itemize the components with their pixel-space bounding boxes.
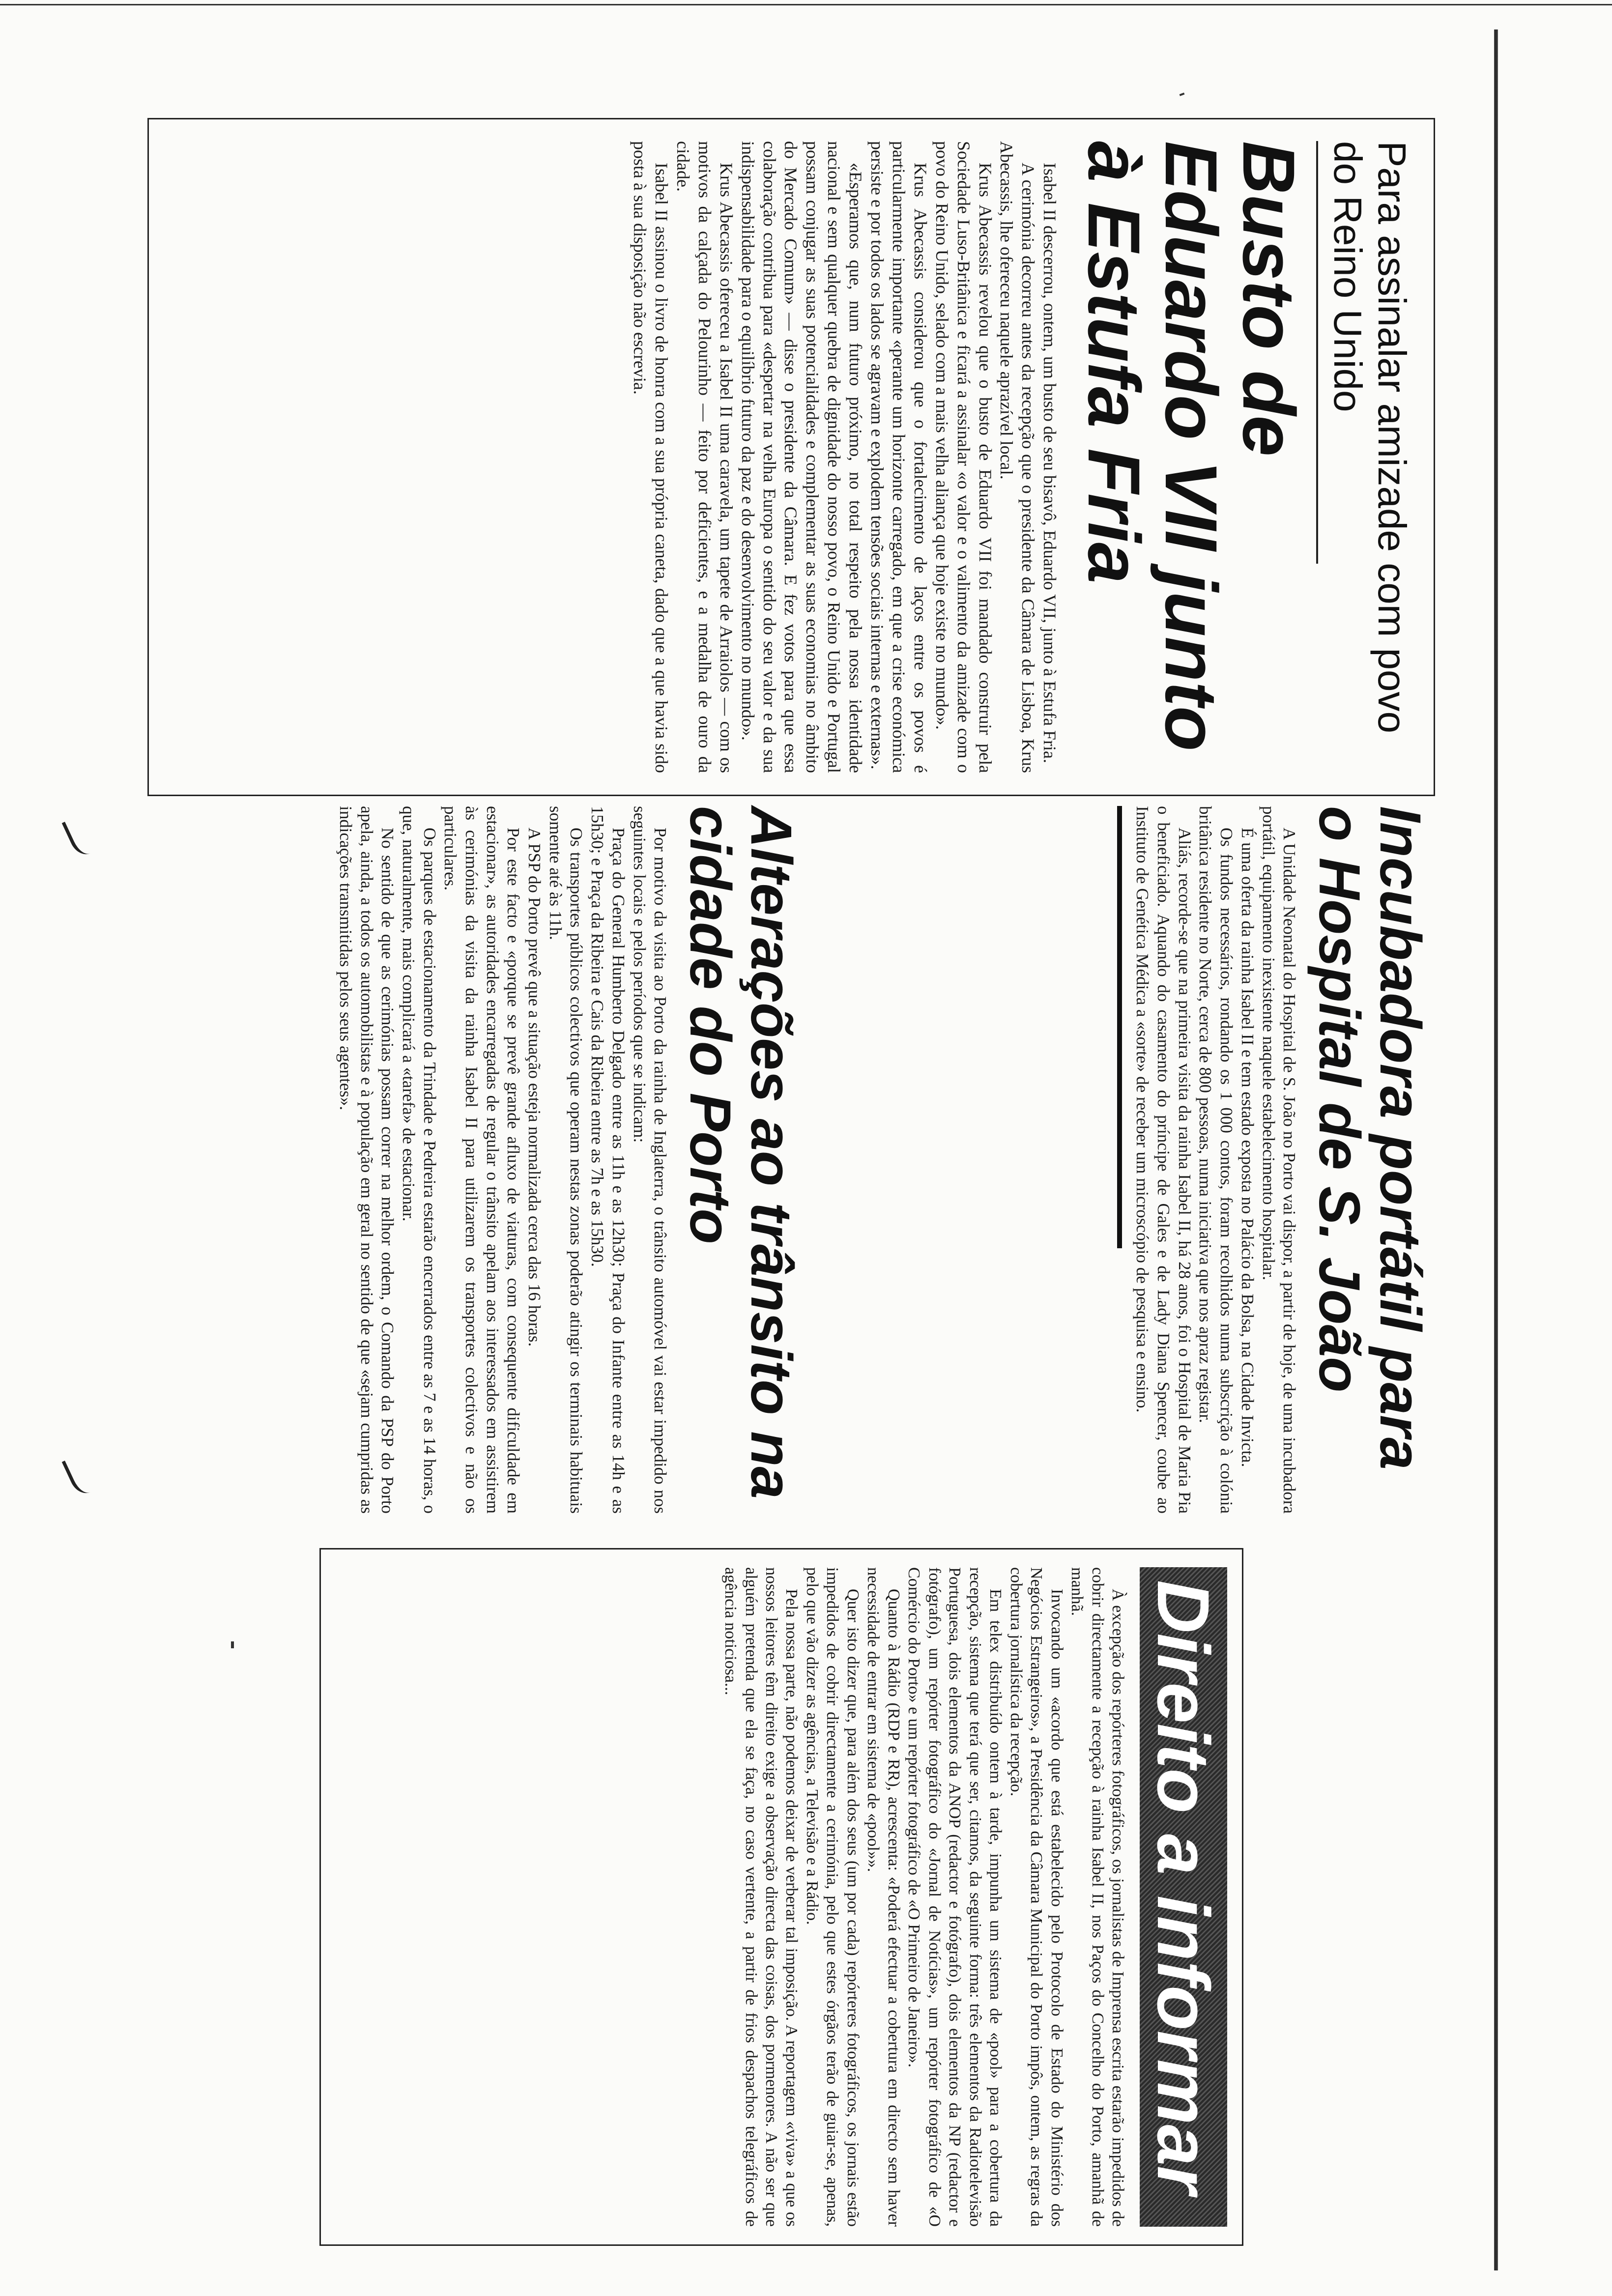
transito-body [335, 806, 670, 1514]
binder-hole-mark [62, 812, 102, 859]
scan-speck [231, 1641, 234, 1648]
busto-paragraph: Isabel II descerrou, ontem, um busto de seu bisavô, Eduardo VII, junto à Estufa Fria. [1040, 163, 1060, 764]
incubadora-paragraph: Aliás, recorde-se que na primeira visita da rainha Isabel II, há 28 anos, foi o Hospital de Maria Pia o beneficiado. Aquando do casamento do príncipe de Gales e de Lady Diana Spencer, coube ao Instituto de Genética Médica a «sorte» de receber um microscópio de pesquisa e ensino. [1133, 806, 1194, 1514]
transito-paragraph: Os transportes públicos colectivos que operam nestas zonas poderão atingir os terminais habituais somente até às 11h. [546, 806, 586, 1514]
transito-paragraph: Por este facto e «porque se prevê grande afluxo de viaturas, com consequente dificuldade em estacionar», as autoridades encarregadas de regular o trânsito apelam aos interessados em assistirem às cerimónias da visita da rainha Isabel II para utilizarem os transportes colectivos e não os particulares. [441, 806, 523, 1514]
busto-paragraph: «Esperamos que, num futuro próximo, no total respeito pela nossa identidade nacional e sem qualquer quebra de dignidade do nosso povo, o Reino Unido e Portugal possam conjugar as suas potencialidades e complementar as suas economias no âmbito do Mercado Comum» — disse o presidente da Câmara. E fez votos para que essa colaboração contribua para «despertar na velha Europa o sentido do seu valor e da sua indispensabilidade para o equilíbrio futuro da paz e do desenvolvimento no mundo». [738, 141, 866, 773]
article-group-porto [157, 796, 1435, 1523]
busto-paragraph: Isabel II assinou o livro de honra com a sua própria caneta, dado que a que havia sido posta à sua disposição não escrevia. [630, 141, 671, 773]
transito-headline: Alterações ao trânsito na cidade do Porto [678, 806, 804, 1499]
direito-paragraph: Quanto à Rádio (RDP e RR), acrescenta: «Poderá efectuar a cobertura em directo sem haver necessidade de entrar em sistema de «pool»». [864, 1567, 903, 2227]
incubadora-paragraph: É uma oferta da rainha Isabel II e tem estado exposta no Palácio da Bolsa, na Cidade Invicta. [1238, 828, 1257, 1467]
binder-hole-mark [62, 1451, 102, 1498]
incubadora-paragraph: Os fundos necessários, rondando os 1 000 contos, foram recolhidos numa subscrição à colónia britânica residente no Norte, cerca de 800 pessoas, numa iniciativa que nos apraz registar. [1196, 806, 1237, 1514]
article-busto [147, 118, 1435, 796]
busto-paragraph: Krus Abecassis ofereceu a Isabel II uma caravela, um tapete de Arraiolos — com os motivos da calçada do Pelourinho — feito por deficientes, e a medalha de ouro da cidade. [673, 141, 736, 773]
article-transito [167, 796, 806, 1523]
direito-paragraph: Quer isto dizer que, para além dos seus (um por cada) repórteres fotográficos, os jornais estão impedidos de cobrir directamente a cerimónia, pelo que estes órgãos terão de guiar-se, apenas, pelo que vão dizer as agências, a Televisão e a Rádio. [803, 1567, 862, 2227]
busto-paragraph: A cerimónia decorreu antes da recepção que o presidente da Câmara de Lisboa, Krus Abecassis, lhe ofereceu naquele aprazível local. [997, 141, 1038, 773]
direito-paragraph: Em telex distribuído ontem à tarde, impunha um sistema de «pool» para a cobertura da recepção, sistema que terá que ser, citamos, da seguinte forma: três elementos da Radiotelevisão Portuguesa, dois elementos da ANOP (redactor e fotógrafo), dois elementos da NP (redactor e fotógrafo), um repórter fotográfico do «Jornal de Notícias», um repórter fotográfico de «O Comércio do Porto» e um repórter fotográfico de «O Primeiro de Janeiro». [905, 1567, 1005, 2227]
busto-body [629, 141, 1060, 773]
transito-paragraph: A PSP do Porto prevê que a situação esteja normalizada cerca das 16 horas. [525, 828, 545, 1347]
section-rule [1117, 806, 1122, 1248]
article-direito [319, 1548, 1243, 2246]
scan-speck [1180, 92, 1185, 96]
direito-paragraph: À excepção dos repórteres fotográficos, os jornalistas de Imprensa escrita estarão impedidos de cobrir directamente a recepção à rainha Isabel II, nos Paços do Concelho do Porto, amanhã de manhã. [1068, 1567, 1127, 2227]
article-incubadora [816, 796, 1435, 1523]
incubadora-paragraph: A Unidade Neonatal do Hospital de S. João no Porto vai dispor, a partir de hoje, de uma incubadora portátil, equipamento inexistente naquele estabelecimento hospitalar. [1259, 806, 1299, 1514]
incubadora-body [1132, 806, 1300, 1514]
busto-paragraph: Krus Abecassis considerou que o fortalecimento de laços entre os povos é particularmente importante «perante um horizonte carregado, em que a crise económica persiste e por todos os lados se agravam e explodem tensões sociais internas e externas». [867, 141, 930, 773]
busto-kicker: Para assinalar amizade com povo do Reino Unido [1326, 141, 1414, 734]
kicker-underline [1316, 141, 1318, 564]
incubadora-headline: Incubadora portátil para o Hospital de S. João [1307, 806, 1433, 1470]
transito-paragraph: Por motivo da visita ao Porto da rainha de Inglaterra, o trânsito automóvel vai estar impedido nos seguintes locais e pelos períodos que se indicam: [630, 806, 670, 1514]
transito-paragraph: No sentido de que as cerimónias possam correr na melhor ordem, o Comando da PSP do Porto apela, ainda, a todos os automobilistas e à população em geral no sentido de que «sejam cumpridas as indicações transmitidas pelos seus agentes». [336, 806, 398, 1514]
direito-headline: Direito a informar [1140, 1567, 1227, 2227]
transito-paragraph: Praça do General Humberto Delgado entre as 11h e as 12h30; Praça do Infante entre as 14h e as 15h30; e Praça da Ribeira e Cais da Ribeira entre as 7h e as 15h30. [588, 806, 628, 1514]
busto-headline: Busto de Eduardo VII junto à Estufa Fria [1072, 141, 1310, 751]
direito-paragraph: Pela nossa parte, não podemos deixar de verberar tal imposição. A reportagem «viva» a que os nossos leitores têm direito exige a observação directa das coisas, dos pormenores. A não ser que alguém pretenda que ela se faça, no caso vertente, a partir de frios despachos telegráficos de agência noticiosa... [721, 1567, 801, 2227]
direito-paragraph: Invocando um «acordo que está estabelecido pelo Protocolo de Estado do Ministério dos Negócios Estrangeiros», a Presidência da Câmara Municipal do Porto impôs, ontem, as regras da cobertura jornalística da recepção. [1007, 1567, 1066, 2227]
scan-right-edge [1494, 29, 1498, 2270]
busto-paragraph: Krus Abecassis revelou que o busto de Eduardo VII foi mandado construir pela Sociedade Luso-Britânica e ficará a assinalar «o valor e o valimento da amizade com o povo do Reino Unido, selado com a mais velha aliança que hoje existe no mundo». [932, 141, 995, 773]
scan-top-edge [0, 4, 1612, 5]
direito-body [720, 1567, 1128, 2227]
transito-paragraph: Os parques de estacionamento da Trindade e Pedreira estarão encerrados entre as 7 e as 14 horas, o que, naturalmente, mais complicará a «tarefa» de estacionar. [399, 806, 439, 1514]
